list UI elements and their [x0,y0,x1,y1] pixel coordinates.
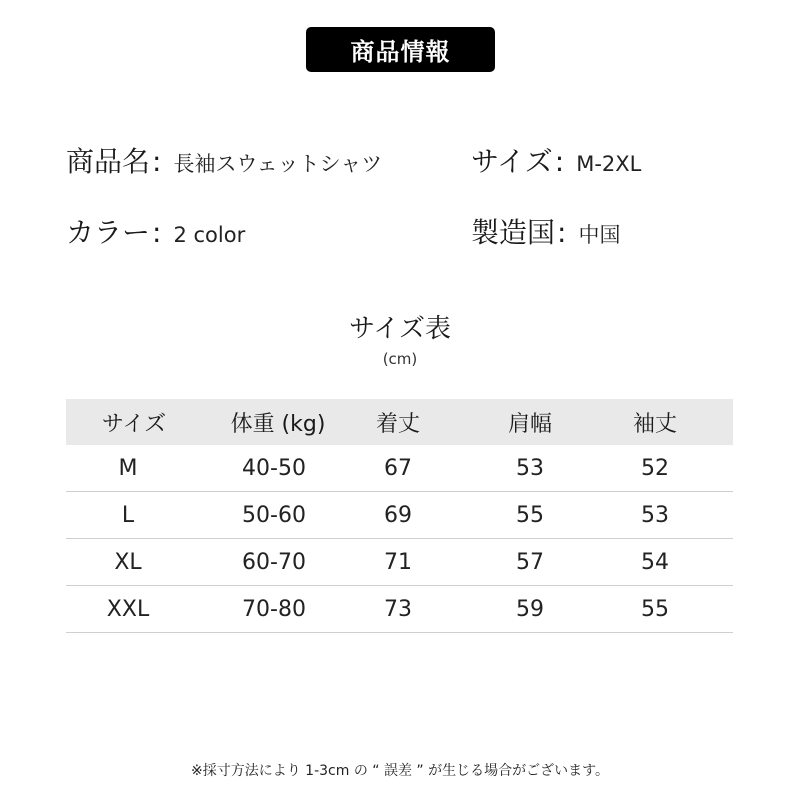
cell-weight: 70-80 [242,596,306,622]
measurement-footnote: ※採寸方法により 1-3cm の “ 誤差 ” が生じる場合がございます。 [190,763,610,779]
origin-label: 製造国 [471,216,556,249]
separator: : [557,216,567,249]
cell-sleeve: 54 [641,549,669,575]
cell-size: M [118,455,138,481]
size-range-label: サイズ [471,145,553,178]
cell-size: XL [114,549,142,575]
table-header-row [66,399,733,445]
table-row [66,445,733,492]
size-range-row [471,140,641,180]
cell-weight: 50-60 [242,502,306,528]
cell-weight: 40-50 [242,455,306,481]
section-title: 商品情報 [350,38,451,66]
header-length: 着丈 [375,411,420,437]
header-weight: 体重 (kg) [230,411,326,437]
origin-value: 中国 [578,223,621,247]
header-sleeve: 袖丈 [632,411,677,437]
cell-sleeve: 52 [641,455,669,481]
product-name-value: 長袖スウェットシャツ [173,152,383,176]
cell-shoulder: 53 [516,455,544,481]
cell-length: 67 [384,455,412,481]
cell-length: 73 [384,596,412,622]
header-shoulder: 肩幅 [507,411,552,437]
size-table-title: サイズ表 [349,314,451,344]
cell-size: XXL [106,596,150,622]
product-name-label: 商品名 [66,145,151,178]
size-table-unit: (cm) [382,350,418,368]
header-size: サイズ [101,411,167,437]
cell-weight: 60-70 [242,549,306,575]
table-row [66,586,733,633]
table-row [66,492,733,539]
cell-sleeve: 53 [641,502,669,528]
cell-shoulder: 59 [516,596,544,622]
color-value: 2 color [173,223,246,247]
origin-row [471,211,620,251]
section-title-badge [306,27,495,72]
size-range-value: M-2XL [576,152,642,176]
separator: : [152,216,162,249]
table-row [66,539,733,586]
separator: : [152,145,162,178]
separator: : [554,145,565,178]
size-table [66,399,733,633]
cell-sleeve: 55 [641,596,669,622]
cell-length: 71 [384,549,412,575]
color-label: カラー [66,216,151,249]
cell-length: 69 [384,502,412,528]
cell-shoulder: 57 [516,549,544,575]
cell-shoulder: 55 [516,502,544,528]
cell-size: L [121,502,135,528]
color-row [66,211,245,251]
product-name-row [66,140,382,180]
